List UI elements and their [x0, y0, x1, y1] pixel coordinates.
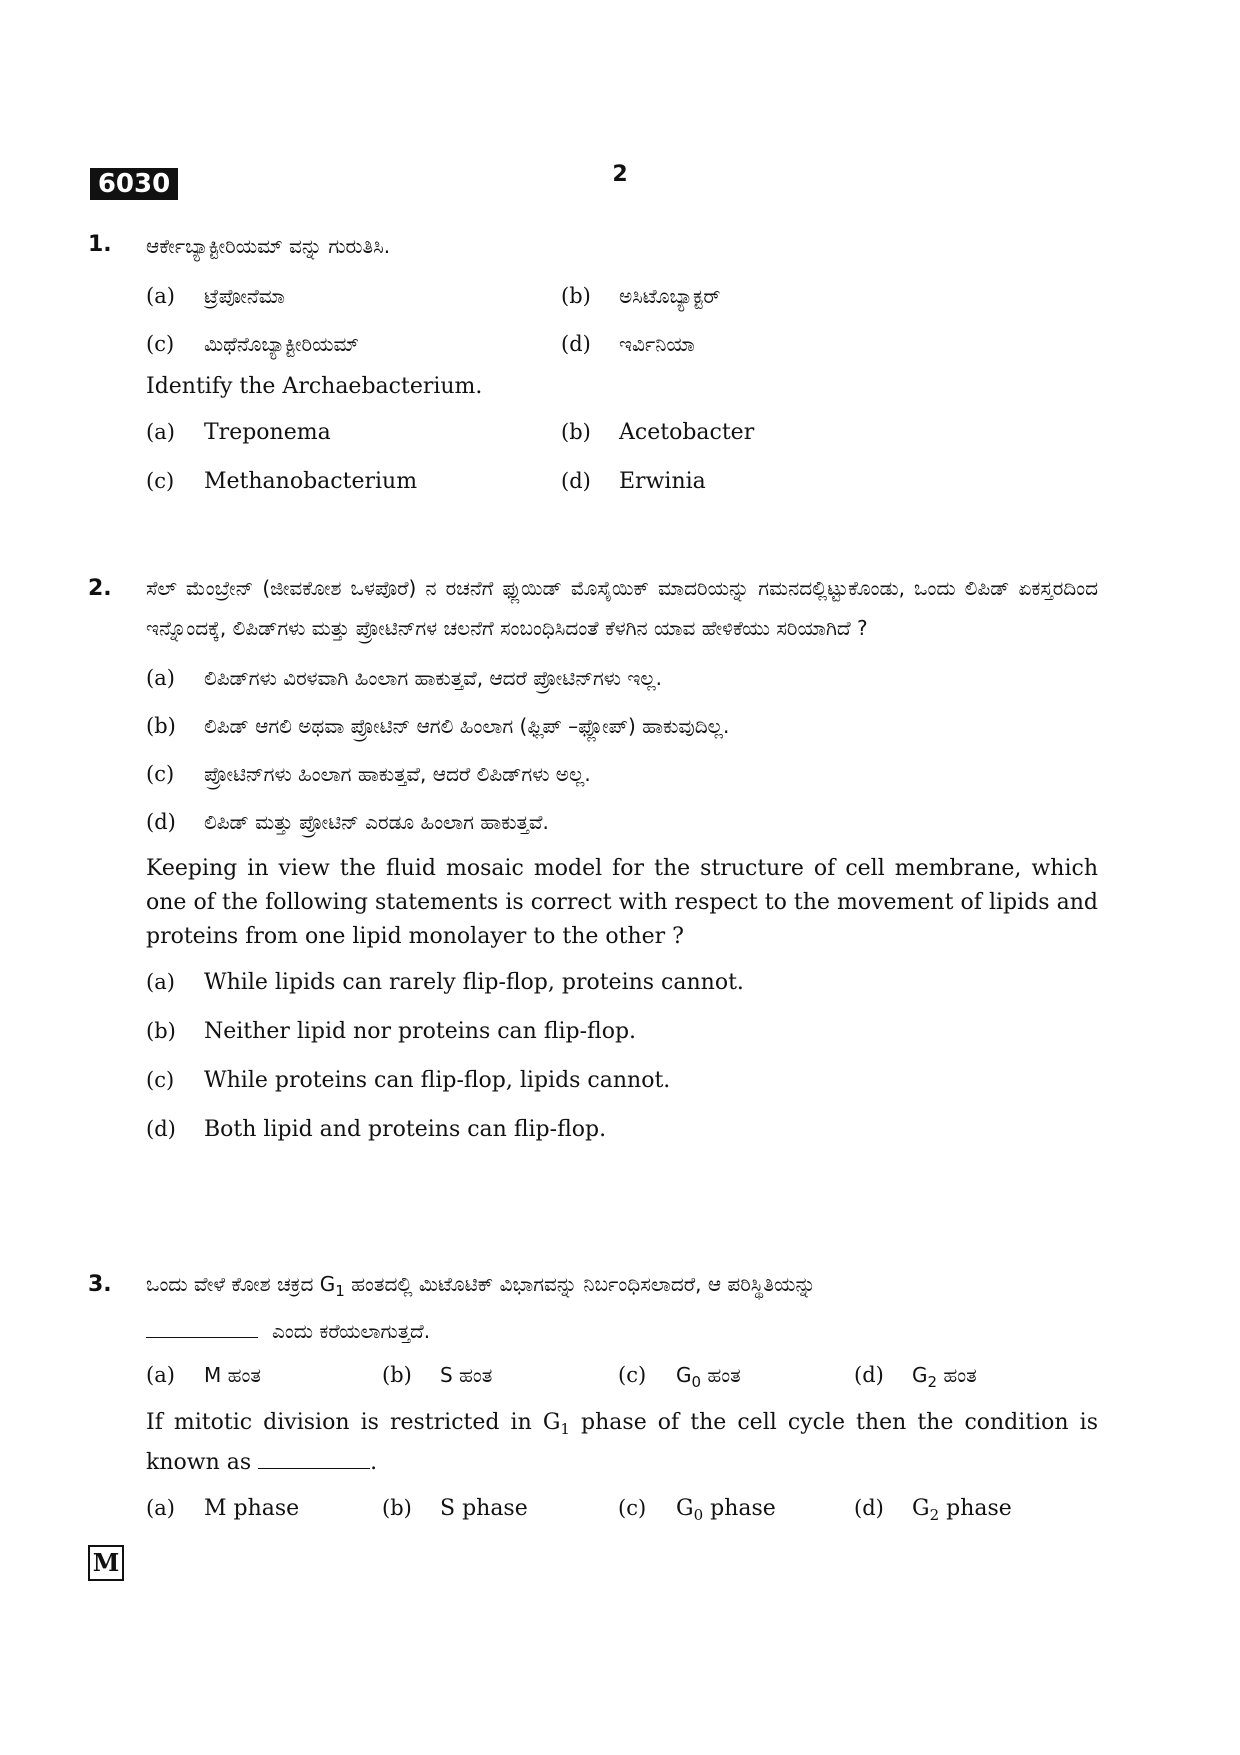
option-text-main: S phase	[440, 1496, 528, 1521]
option-a	[146, 408, 561, 457]
option-d	[854, 1351, 1090, 1406]
option-text-main: S ಹಂತ	[440, 1363, 493, 1387]
option-text	[676, 1351, 741, 1406]
option-c	[146, 750, 1098, 798]
option-text: ಲಿಪಿಡ್‌ಗಳು ವಿರಳವಾಗಿ ಹಿಂಲಾಗ ಹಾಕುತ್ತವೆ, ಆದರೆ ಪ್ರೋಟಿನ್‌ಗಳು ಇಲ್ಲ.	[204, 666, 663, 690]
question-text-part: If mitotic division is restricted in G	[146, 1410, 561, 1435]
option-text-suffix: phase	[703, 1496, 776, 1521]
subscript: 2	[927, 1373, 938, 1391]
question-text-part: phase of the cell cycle then the condition is known as	[146, 1410, 1098, 1475]
question-text-part: .	[370, 1450, 378, 1475]
option-a	[146, 654, 1098, 702]
option-a	[146, 1484, 382, 1539]
subscript: 2	[929, 1506, 940, 1524]
options-english	[146, 1484, 1098, 1539]
option-label: (b)	[382, 1496, 412, 1520]
option-text: ಮಿಥೆನೊಬ್ಯಾಕ್ಟೀರಿಯಮ್	[204, 332, 360, 356]
option-text: Acetobacter	[619, 420, 755, 445]
subscript: 1	[560, 1420, 570, 1438]
question-text-part: ಹಂತದಲ್ಲಿ ಮಿಟೊಟಿಕ್ ವಿಭಾಗವನ್ನು ನಿರ್ಬಂಧಿಸಲಾದರೆ, ಆ ಪರಿಸ್ಥಿತಿಯನ್ನು	[344, 1272, 816, 1296]
option-label: (c)	[146, 762, 175, 786]
option-label: (b)	[382, 1363, 412, 1387]
option-b	[561, 272, 1031, 320]
options-kannada	[146, 272, 1098, 368]
answer-blank	[258, 1450, 370, 1469]
option-label: (d)	[561, 469, 591, 493]
options-english	[146, 408, 1098, 506]
option-text: ಟ್ರೆಪೋನೆಮಾ	[204, 284, 285, 308]
option-text: ಲಿಪಿಡ್ ಆಗಲಿ ಅಥವಾ ಪ್ರೋಟಿನ್ ಆಗಲಿ ಹಿಂಲಾಗ (ಫ್ಲಿಪ್ –ಫ್ಲೋಪ್) ಹಾಕುವುದಿಲ್ಲ.	[204, 714, 730, 738]
option-d	[854, 1484, 1090, 1539]
option-label: (c)	[618, 1496, 647, 1520]
question-2	[88, 576, 1098, 1154]
option-label: (a)	[146, 666, 175, 690]
question-text-english: Identify the Archaebacterium.	[146, 374, 483, 399]
option-text	[912, 1485, 1012, 1539]
footer-marker: M	[88, 1545, 124, 1581]
option-text-main: M phase	[204, 1496, 300, 1521]
paper-code-badge: 6030	[90, 168, 178, 200]
option-label: (b)	[561, 420, 591, 444]
option-text: Neither lipid nor proteins can flip-flop.	[204, 1019, 637, 1044]
option-text-suffix: ಹಂತ	[937, 1363, 977, 1387]
option-text	[440, 1351, 492, 1399]
option-text-main: G	[676, 1363, 692, 1387]
option-text-main: M ಹಂತ	[204, 1363, 261, 1387]
option-text	[440, 1485, 528, 1533]
option-text	[676, 1485, 776, 1539]
option-label: (b)	[146, 714, 176, 738]
option-label: (c)	[146, 469, 175, 493]
option-text-suffix: ಹಂತ	[701, 1363, 741, 1387]
subscript: 0	[693, 1506, 704, 1524]
options-english	[146, 958, 1098, 1154]
option-text: While proteins can flip-flop, lipids cannot.	[204, 1068, 671, 1093]
options-kannada	[146, 654, 1098, 846]
option-label: (b)	[561, 284, 591, 308]
option-c	[146, 320, 561, 368]
option-text	[912, 1351, 977, 1406]
option-text: Treponema	[204, 420, 331, 445]
option-a	[146, 272, 561, 320]
option-text: ಲಿಪಿಡ್ ಮತ್ತು ಪ್ರೋಟಿನ್ ಎರಡೂ ಹಿಂಲಾಗ ಹಾಕುತ್ತವೆ.	[204, 810, 549, 834]
option-d	[146, 798, 1098, 846]
subscript: 1	[335, 1282, 345, 1300]
option-text	[204, 1485, 299, 1533]
question-number: 2.	[88, 576, 112, 601]
question-text-kannada: ಆರ್ಕೇಬ್ಯಾಕ್ಟೀರಿಯಮ್ ವನ್ನು ಗುರುತಿಸಿ.	[146, 234, 391, 258]
option-d	[146, 1105, 1098, 1154]
options-kannada	[146, 1351, 1098, 1406]
option-label: (a)	[146, 1496, 175, 1520]
option-label: (d)	[146, 810, 176, 834]
option-b	[382, 1484, 618, 1539]
option-label: (d)	[146, 1117, 176, 1141]
question-3	[88, 1272, 1098, 1539]
question-text-part: ಒಂದು ವೇಳೆ ಕೋಶ ಚಕ್ರದ G	[146, 1272, 336, 1296]
option-text: ಅಸಿಟೊಬ್ಯಾಕ್ಟರ್	[619, 284, 721, 308]
option-b	[146, 702, 1098, 750]
option-d	[561, 457, 1031, 506]
question-text-kannada: ಸೆಲ್ ಮೆಂಬ್ರೇನ್ (ಜೀವಕೋಶ ಒಳಪೊರೆ) ನ ರಚನೆಗೆ ಫ್ಲುಯಿಡ್ ಮೊಸೈಯಿಕ್ ಮಾದರಿಯನ್ನು ಗಮನದಲ್ಲಿಟ್ಟುಕೊಂಡು, ಒಂದು ಲಿಪಿಡ್ ಏಕಸ್ತರದಿಂದ ಇನ್ನೊಂದಕ್ಕೆ, ಲಿಪಿಡ್‌ಗಳು ಮತ್ತು ಪ್ರೋಟಿನ್‌ಗಳ ಚಲನೆಗೆ ಸಂಬಂಧಿಸಿದಂತೆ ಕೆಳಗಿನ ಯಾವ ಹೇಳಿಕೆಯು ಸರಿಯಾಗಿದೆ ?	[146, 576, 1098, 640]
option-label: (a)	[146, 420, 175, 444]
option-b	[382, 1351, 618, 1406]
option-b	[146, 1007, 1098, 1056]
option-d	[561, 320, 1031, 368]
option-b	[561, 408, 1031, 457]
option-text-suffix: phase	[939, 1496, 1012, 1521]
option-text: Both lipid and proteins can flip-flop.	[204, 1117, 607, 1142]
option-text-main: G	[912, 1496, 930, 1521]
subscript: 0	[691, 1373, 702, 1391]
option-text: Methanobacterium	[204, 469, 418, 494]
page-number: 2	[612, 162, 628, 187]
question-text-kannada	[146, 1264, 1098, 1351]
option-label: (a)	[146, 284, 175, 308]
option-text-main: G	[912, 1363, 928, 1387]
question-text-english: Keeping in view the fluid mosaic model for the structure of cell membrane, which one of the following statements is correct with respect to the movement of lipids and proteins from one lipid monolayer to the other ?	[146, 856, 1098, 949]
option-label: (d)	[561, 332, 591, 356]
option-label: (a)	[146, 970, 175, 994]
question-text-part: ಎಂದು ಕರೆಯಲಾಗುತ್ತದೆ.	[272, 1319, 431, 1343]
option-label: (c)	[618, 1363, 647, 1387]
option-c	[146, 1056, 1098, 1105]
option-label: (c)	[146, 332, 175, 356]
question-number: 1.	[88, 232, 112, 257]
option-label: (d)	[854, 1496, 884, 1520]
option-text: ಪ್ರೋಟಿನ್‌ಗಳು ಹಿಂಲಾಗ ಹಾಕುತ್ತವೆ, ಆದರೆ ಲಿಪಿಡ್‌ಗಳು ಅಲ್ಲ.	[204, 762, 591, 786]
option-label: (a)	[146, 1363, 175, 1387]
option-c	[618, 1484, 854, 1539]
option-c	[618, 1351, 854, 1406]
answer-blank	[146, 1317, 258, 1338]
option-label: (d)	[854, 1363, 884, 1387]
option-c	[146, 457, 561, 506]
option-a	[146, 1351, 382, 1406]
option-text: Erwinia	[619, 469, 706, 494]
option-a	[146, 958, 1098, 1007]
option-label: (c)	[146, 1068, 175, 1092]
option-label: (b)	[146, 1019, 176, 1043]
option-text	[204, 1351, 261, 1399]
question-1	[88, 232, 1098, 506]
option-text: While lipids can rarely flip-flop, proteins cannot.	[204, 970, 744, 995]
question-text-english	[146, 1406, 1098, 1480]
option-text-main: G	[676, 1496, 694, 1521]
question-number: 3.	[88, 1272, 112, 1297]
option-text: ಇರ್ವಿನಿಯಾ	[619, 332, 695, 356]
